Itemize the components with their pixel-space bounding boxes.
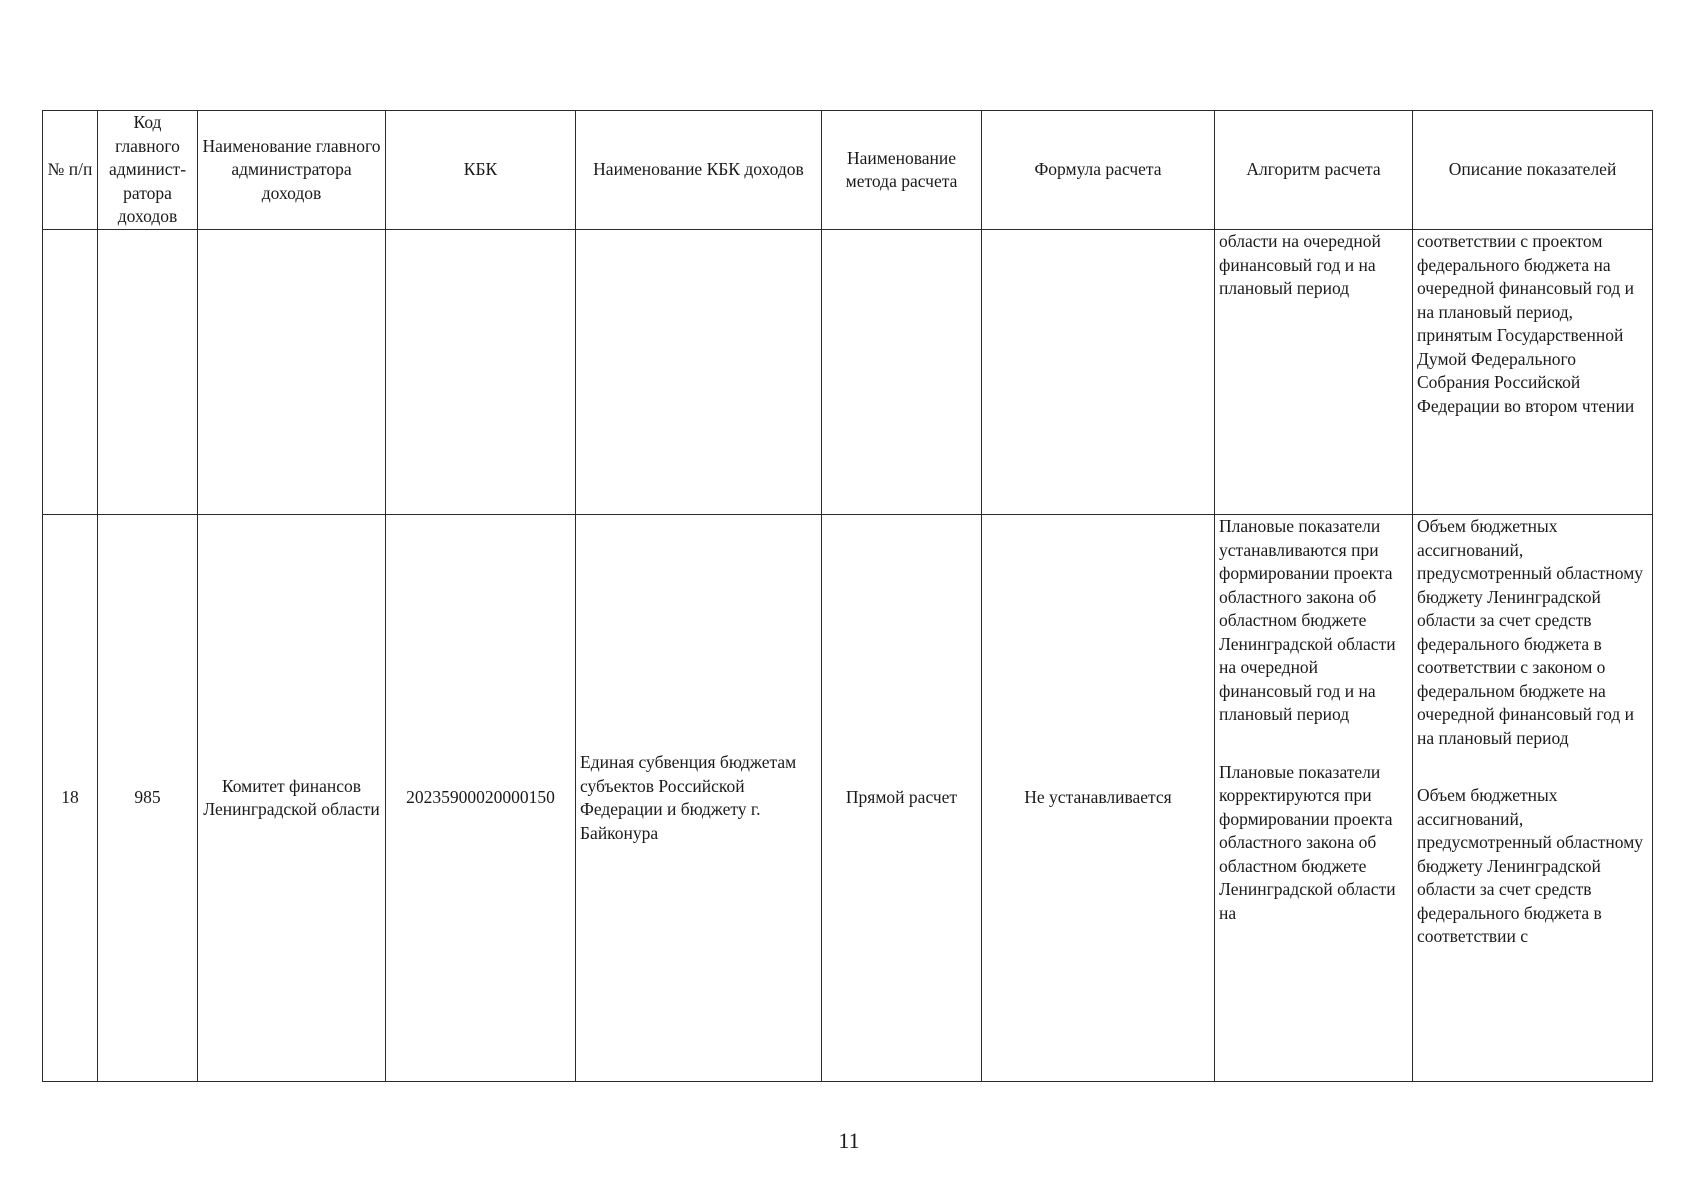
cell-number: 18 bbox=[43, 515, 98, 1082]
header-number: № п/п bbox=[43, 111, 98, 230]
cell-empty bbox=[43, 230, 98, 515]
cell-formula: Не устанавливается bbox=[982, 515, 1215, 1082]
cell-method: Прямой расчет bbox=[822, 515, 982, 1082]
table-header-row bbox=[43, 111, 1653, 230]
algorithm-text-1: Плановые показатели устанавливаются при формировании проекта областного закона об областном бюджете Ленинградской области на очередной финансовый год и на плановый период bbox=[1219, 516, 1396, 724]
cell-description bbox=[1413, 515, 1653, 1082]
table-row-continuation bbox=[43, 230, 1653, 515]
cell-algorithm bbox=[1215, 515, 1413, 1082]
paragraph-gap bbox=[1417, 750, 1648, 784]
header-formula: Формула расчета bbox=[982, 111, 1215, 230]
cell-empty bbox=[98, 230, 198, 515]
cell-admin-code: 985 bbox=[98, 515, 198, 1082]
cell-empty bbox=[982, 230, 1215, 515]
header-admin-name: Наименование главного администратора доходов bbox=[198, 111, 386, 230]
cell-empty bbox=[822, 230, 982, 515]
header-description: Описание показателей bbox=[1413, 111, 1653, 230]
header-method: Наименование метода расчета bbox=[822, 111, 982, 230]
cell-kbk-name: Единая субвенция бюджетам субъектов Российской Федерации и бюджету г. Байконура bbox=[576, 515, 822, 1082]
algorithm-text-2: Плановые показатели корректируются при формировании проекта областного закона об областном бюджете Ленинградской области на bbox=[1219, 761, 1396, 923]
cell-description-continued: соответствии с проектом федерального бюджета на очередной финансовый год и на плановый период, принятым Государственной Думой Федерального Собрания Российской Федерации во втором чтении bbox=[1413, 230, 1653, 515]
cell-empty bbox=[576, 230, 822, 515]
paragraph-gap bbox=[1219, 727, 1408, 761]
page-number: 11 bbox=[838, 1128, 860, 1153]
cell-empty bbox=[386, 230, 576, 515]
header-kbk-name: Наименование КБК доходов bbox=[576, 111, 822, 230]
header-admin-code: Код главного админист-ратора доходов bbox=[98, 111, 198, 230]
table-row-18 bbox=[43, 515, 1653, 1082]
cell-admin-name: Комитет финансов Ленинградской области bbox=[198, 515, 386, 1082]
cell-algorithm-continued: области на очередной финансовый год и на плановый период bbox=[1215, 230, 1413, 515]
cell-empty bbox=[198, 230, 386, 515]
cell-kbk: 20235900020000150 bbox=[386, 515, 576, 1082]
header-kbk: КБК bbox=[386, 111, 576, 230]
header-algorithm: Алгоритм расчета bbox=[1215, 111, 1413, 230]
budget-methodology-table bbox=[42, 110, 1653, 1082]
description-text-2: Объем бюджетных ассигнований, предусмотренный областному бюджету Ленинградской области за счет средств федерального бюджета в соответствии с bbox=[1417, 785, 1644, 946]
description-text-1: Объем бюджетных ассигнований, предусмотренный областному бюджету Ленинградской области за счет средств федерального бюджета в соответствии с законом о федеральном бюджете на очередной финансовый год и на плановый период bbox=[1417, 516, 1644, 748]
